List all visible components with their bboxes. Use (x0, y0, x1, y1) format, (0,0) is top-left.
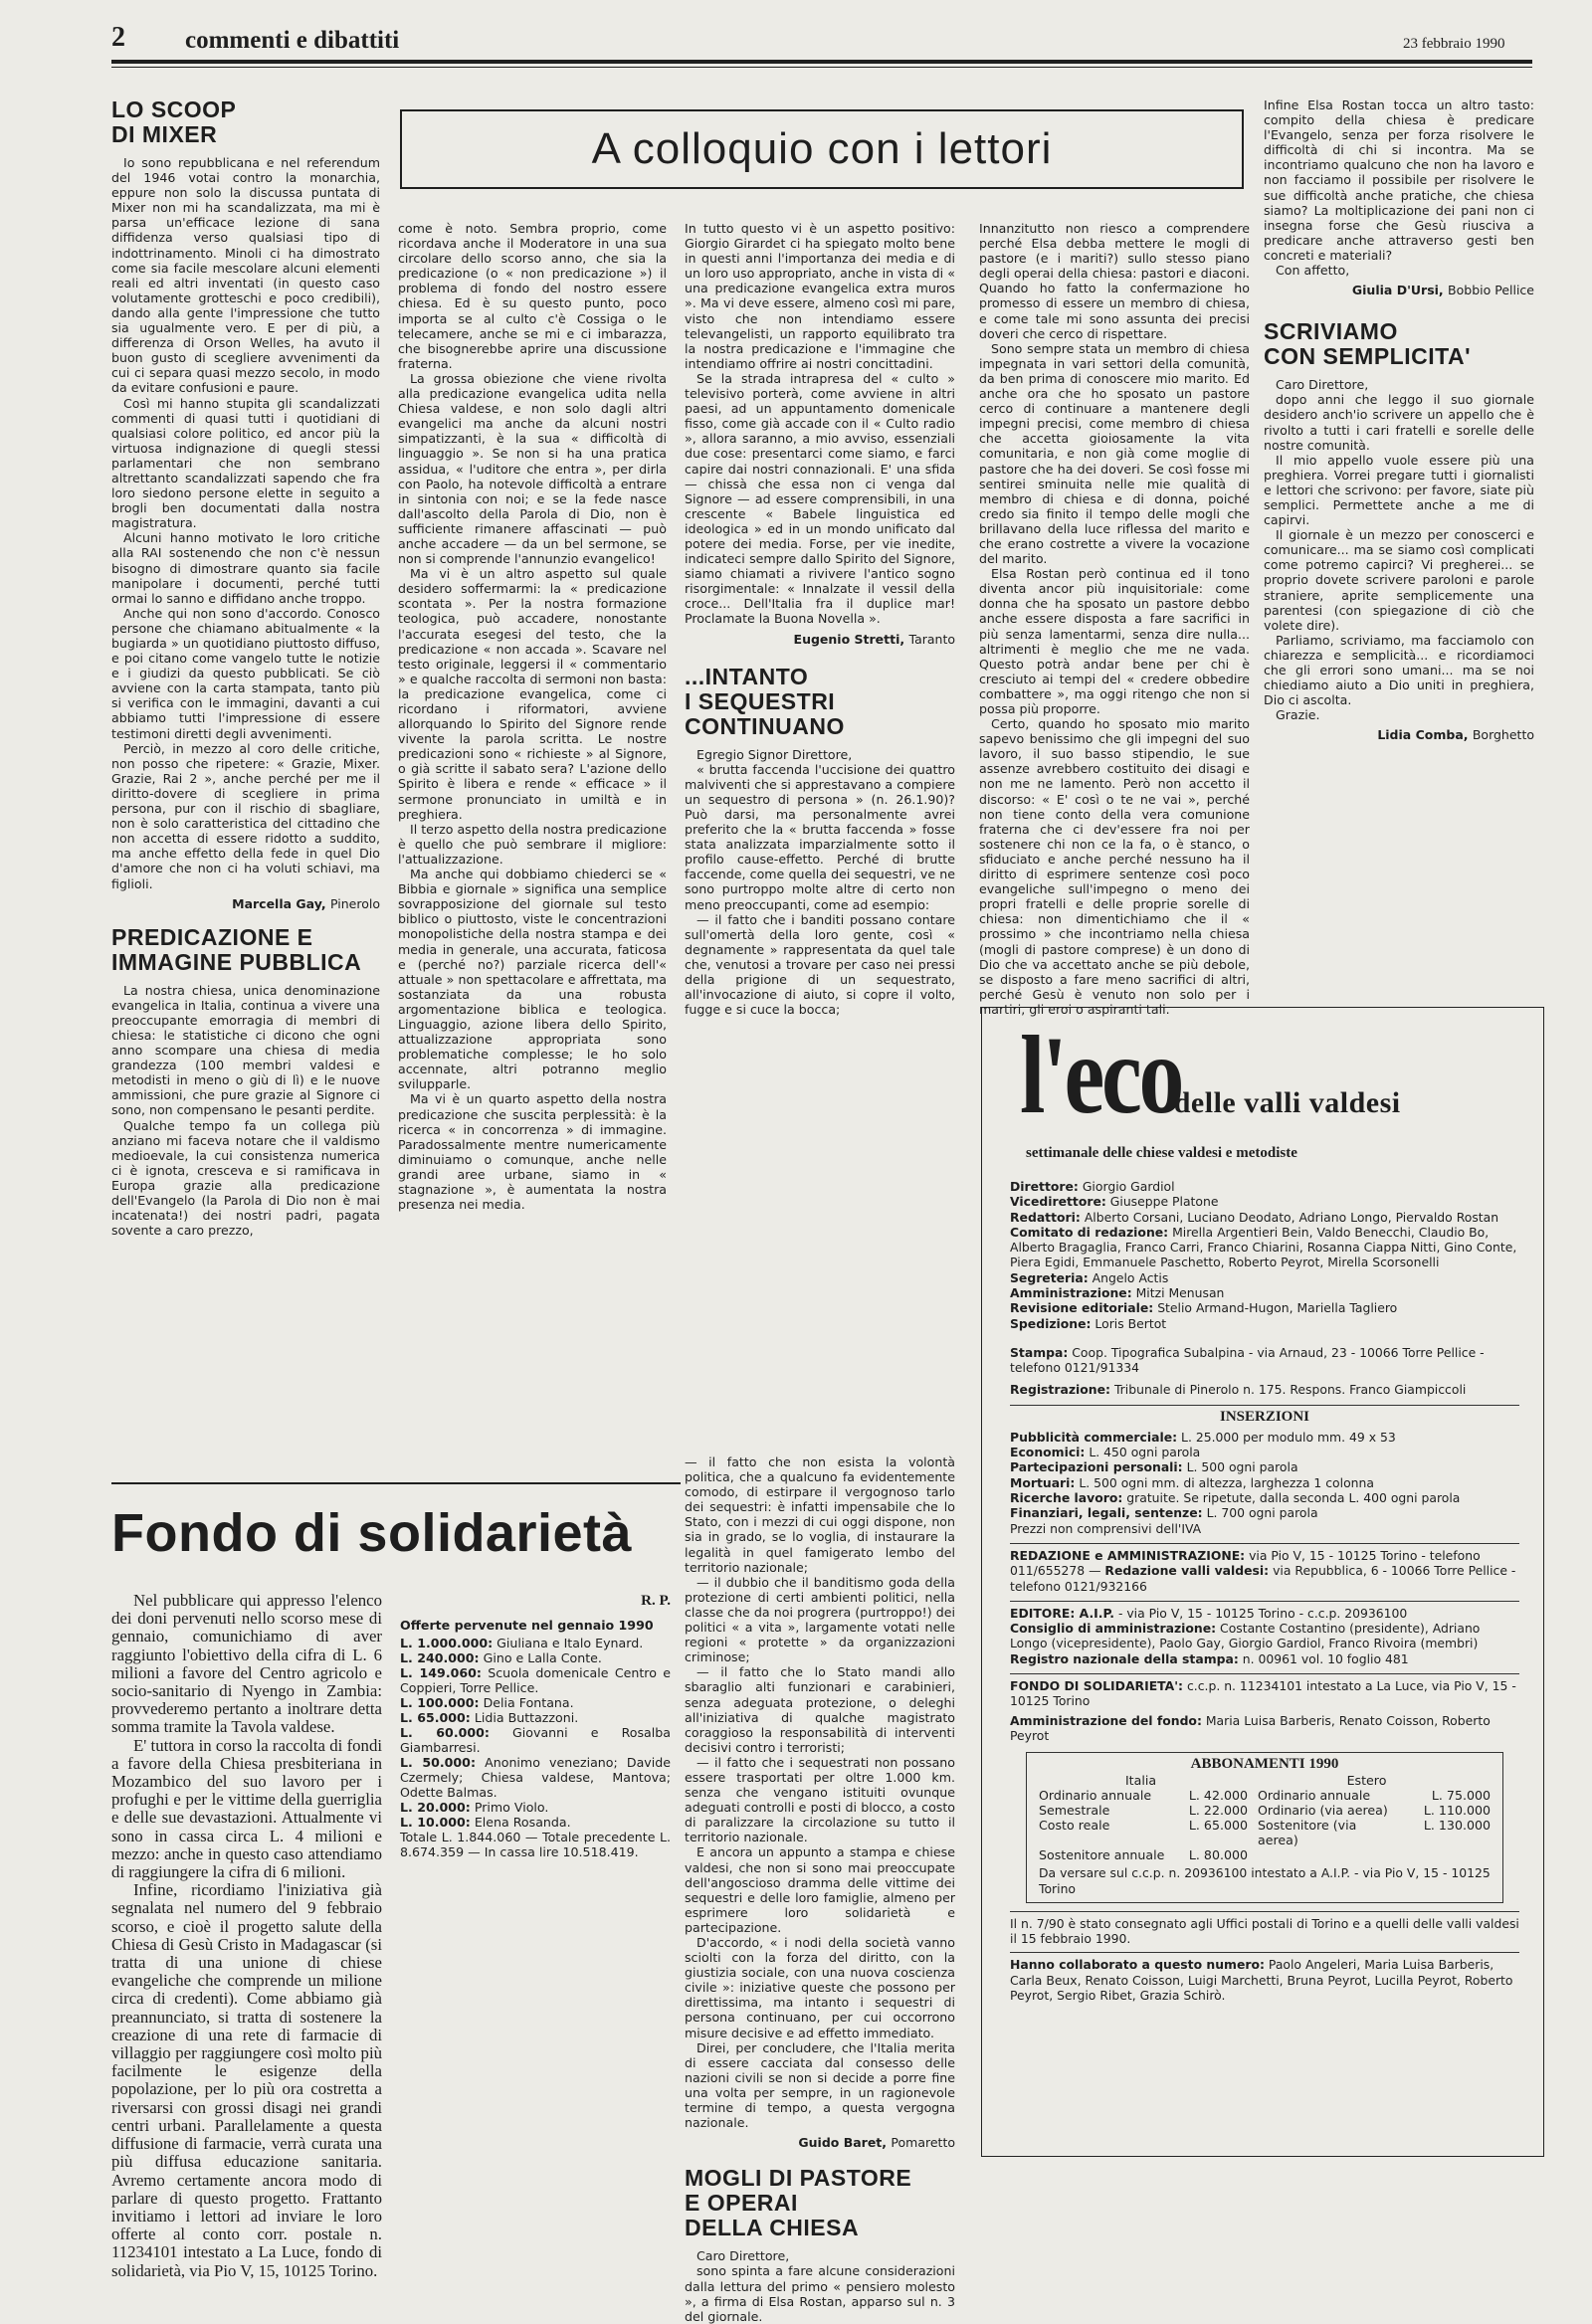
divider (1010, 1405, 1519, 1406)
predicazione-paragraph: Ma vi è un quarto aspetto della nostra predicazione che suscita perplessità: è la ricerca « in concorrenza » di immagine. Paradossalmente mentre numericamente diminuiamo o comunque, anche nelle grandi aree urbane, siamo in « stagnazione », è aumentata la nostra presenza nei media. (398, 1091, 667, 1213)
offerta-row: L. 10.000: Elena Rosanda. (400, 1815, 571, 1831)
masthead-subtitle: settimanale delle chiese valdesi e metodiste (1026, 1145, 1297, 1161)
predicazione-paragraph: Se la strada intrapresa del « culto » televisivo porterà, come avviene in altri paesi, ad un appuntamento domenicale fisso, come già accade con il « Culto radio », allora saranno, a mio avviso, essenziali due cose: presentarci come siamo, e farci capire dai nostri connazionali. E' una sfida — chissà che essa non ci venga dal Signore — ad essere comprensibili, in una crescente « Babele linguistica ed ideologica » ed in un mondo unificato dal potere dei media. Forse, per vie inedite, indicateci sempre dallo Spirito del Signore, siamo chiamati a rivivere l'antico sogno risorgimentale: « Innalzate il vessil della croce... Dell'Italia fra il duplice mar! Proclamate la Buona Novella ». (685, 370, 955, 627)
intanto-paragraph: — il fatto che lo Stato mandi allo sbaraglio alti funzionari e carabinieri, senza adeguata protezione, o deleghi all'iniziativa di qualche magistrato coraggioso la responsabilità di interventi decisivi contro i terroristi; (685, 1664, 955, 1755)
column-3-lower (685, 1454, 955, 2324)
estero-label: Estero (1346, 1773, 1387, 1789)
registrazione-row: Registrazione: Tribunale di Pinerolo n. 175. Respons. Franco Giampiccoli (1010, 1381, 1467, 1397)
mogli-paragraph: Certo, quando ho sposato mio marito sapevo benissimo che gli impegni del suo lavoro, il suo basso stipendio, le sue assenze avrebbero costituito dei disagi e non me ne lamento. Però non accetto il discorso: « E' così o te ne vai », perché non tiene conto della vera comunione fraterna che ci dev'essere fra noi per sostenere chi non ce la fa, o è stanco, o sfiduciato e anche perché nessuno ha il diritto di esprimere sentenze così poco evangeliche sull'impegno o meno dei propri fratelli e delle proprie sorelle di chiesa: non dimentichiamo che il « prossimo » che incontriamo nella chiesa (mogli di pastore comprese) è un dono di Dio che va accettato anche se più debole, se disposto a fare meno sacrifici di altri, perché Gesù è venuto non solo per i martiri, gli eroi o aspiranti tali. (979, 716, 1250, 1017)
fondo-paragraph: Infine, ricordiamo l'iniziativa già segnalata nel numero del 9 febbraio scorso, e cioè il progetto salute della Chiesa di Gesù Cristo in Madagascar (si tratta di una unione di chiese evangeliche che comprende un milione circa di credenti). Come abbiamo già preannunciato, si tratta di sostenere la creazione di una rete di farmacie di villaggio per raggiungere così molto più facilmente le esigenze della popolazione, per lo più ora costretta a riversarsi con grossi disagi nei grandi centri urbani. Parallelamente a questa diffusione di farmacie, verrà curata una più diffusa educazione sanitaria. Avremo certamente ancora modo di parlare di questo progetto. Frattanto invitiamo i lettori ad inviare le loro offerte al conto corr. postale n. 11234101 intestato a La Luce, fondo di solidarietà, via Pio V, 15, 10125 Torino. (111, 1880, 382, 2280)
predicazione-place: Taranto (908, 631, 955, 647)
scriviamo-author: Lidia Comba, (1377, 727, 1469, 743)
inserzione-row: Mortuari: L. 500 ogni mm. di altezza, larghezza 1 colonna (1010, 1474, 1374, 1490)
offerta-row: L. 50.000: Anonimo veneziano; Davide Czermely; Chiesa valdese, Mantova; Odette Balmas. (400, 1755, 671, 1801)
mogli-paragraph: Infine Elsa Rostan tocca un altro tasto: compito della chiesa è predicare l'Evangelo, senza per forza risolvere le difficoltà di chi si incontra. Ma se incontriamo qualcuno che non ha lavoro e non facciamo il possibile per risolvere le sue difficoltà anche pratiche, che chiesa siamo? La moltiplicazione dei pani non ci insegna forse che Gesù riusciva a predicare anche attraverso gesti ben concreti e materiali? (1264, 97, 1534, 263)
scriviamo-paragraph: Il mio appello vuole essere più una preghiera. Vorrei pregare tutti i giornalisti e lettori che scrivono: per favore, siate più semplici. Permettete anche a me di capirvi. (1264, 452, 1534, 528)
intanto-paragraph: D'accordo, « i nodi della società vanno sciolti con la forza del diritto, con la giustizia sociale, con una nuova coscienza civile »: iniziative queste che possono per direttissima, ma intanto i sequestri di persona continuano, per cui occorrono misure decisive e ad effetto immediato. (685, 1935, 955, 2040)
header-rule (111, 60, 1532, 64)
scriviamo-paragraph: Caro Direttore, (1276, 377, 1369, 393)
offerta-row: L. 1.000.000: Giuliana e Italo Eynard. (400, 1636, 644, 1651)
page-number: 2 (111, 22, 125, 53)
intanto-author: Guido Baret, (798, 2135, 888, 2151)
abbonamenti-title: ABBONAMENTI 1990 (1190, 1756, 1339, 1773)
predicazione-signature (685, 632, 955, 647)
fondo-paragraph: Nel pubblicare qui appresso l'elenco dei doni pervenuti nello scorso mese di gennaio, comunichiamo di aver raggiunto l'obiettivo della cifra di L. 6 milioni a favore del Centro agricolo e socio-sanitario di Nyengo in Zambia: provvederemo pertanto a inoltrare detta somma tramite la Tavola valdese. (111, 1591, 382, 1737)
scoop-title (111, 97, 380, 147)
divider (1010, 1543, 1519, 1544)
predicazione-author: Eugenio Stretti, (793, 631, 905, 647)
inserzioni-title: INSERZIONI (1219, 1408, 1310, 1425)
inserzioni-note: Prezzi non comprensivi dell'IVA (1010, 1520, 1202, 1536)
predicazione-paragraph: Ma vi è un altro aspetto sul quale desidero soffermarmi: la « predicazione scontata ». Per la nostra formazione teologica, può accadere, nonostante l'accurata esegesi del testo, che la predicazione « non accada ». Scavare nel testo originale, leggersi il « commentario » e qualche raccolta di sermoni non basta: la predicazione evangelica, come ci ricordano i riformatori, avviene allorquando lo Spirito del Signore rende vivente la parola scritta. Le nostre predicazioni sono « richieste » al Signore, o già scritte il sabato sera? L'azione dello Spirito è libera e rende « efficace » il sermone pronunciato in umiltà e in preghiera. (398, 566, 667, 822)
offerta-row: L. 100.000: Delia Fontana. (400, 1695, 574, 1711)
scriviamo-paragraph: Il giornale è un mezzo per conoscerci e comunicare... ma se siamo così complicati come potremo capirci? Vi pregherei... se proprio dovete scrivere paroloni e parole straniere, aprite semplicemente una parentesi (con spiegazione di ciò che volete dire). (1264, 527, 1534, 633)
intanto-paragraph: — il fatto che non esista la volontà politica, che a qualcuno fa evidentemente comodo, di estirpare il vergognoso tarlo dei sequestri: è infatti impensabile che lo Stato, con i mezzi di cui oggi dispone, non sia in grado, se lo voglia, di instaurare la legalità in quel famigerato lembo del territorio nazionale; (685, 1454, 955, 1575)
intanto-title (685, 665, 955, 739)
divider (1010, 1952, 1519, 1953)
fondo-rule (111, 1482, 681, 1484)
mogli-signature (1264, 283, 1534, 297)
mogli-place: Bobbio Pellice (1448, 283, 1534, 298)
scoop-paragraph: Io sono repubblicana e nel referendum del 1946 votai contro la monarchia, eppure non solo la discussa puntata di Mixer non mi ha scandalizzata, ma mi è parsa un'efficace lezione di sana diffidenza verso qualsiasi tipo di indottrinamento. Minoli ci ha dimostrato come sia facile mescolare alcuni elementi reali ed altri inventati (in questo caso volutamente grotteschi e poco credibili), dando alla gente l'impressione che tutto sia ugualmente vero. E per di più, a differenza di Orson Welles, ha avuto il buon gusto di scegliere avvenimenti da cui ci separa quasi mezzo secolo, in modo da evitare confusioni e paure. (111, 155, 380, 396)
consiglio-row: Consiglio di amministrazione: Costante Costantino (presidente), Adriano Longo (vicepresidente), Paolo Gay, Giorgio Gardiol, Franco Rivoira (membri) (1010, 1621, 1481, 1651)
stampa-row: Stampa: Coop. Tipografica Subalpina - via Arnaud, 23 - 10066 Torre Pellice - telefono 0121/91334 (1010, 1344, 1485, 1376)
scriviamo-title-line-2: CON SEMPLICITA' (1264, 343, 1472, 370)
column-1 (111, 72, 380, 1454)
predicazione-paragraph: come è noto. Sembra proprio, come ricordava anche il Moderatore in una sua circolare dello scorso anno, che sia la predicazione (o « non predicazione ») il problema di fondo del nostro essere chiesa. Ed è su questo punto, poco importa se al culto c'è Cossiga o le telecamere, anche se mi e ci imbarazza, che bisognerebbe aprire una discussione fraterna. (398, 221, 667, 371)
logo-eco: l'eco (1020, 1014, 1182, 1137)
intanto-paragraph: « brutta faccenda l'uccisione dei quattro malviventi che si apprestavano a compiere un sequestro di persona » (n. 26.1.90)? Può darsi, ma personalmente avrei preferito che la « brutta faccenda » fosse stata analizzata imparzialmente sotto il profilo cause-effetto. Perché di brutte faccende, come quella dei sequestri, ve ne sono purtroppo molte altre di certo non meno preoccupanti, come ad esempio: (685, 761, 955, 912)
abbonamenti-table (1039, 1773, 1491, 1862)
divider (1010, 1673, 1519, 1674)
staff-row: Direttore: Giorgio Gardiol (1010, 1179, 1175, 1194)
intanto-paragraph: — il dubbio che il banditismo goda della protezione di certi ambienti politici, nella classe che da noi progrera (purtroppo!) dei politici « a vita », largamente votati nelle regioni « protette » da organizzazioni criminose; (685, 1574, 955, 1665)
mogli-title-line-1: MOGLI DI PASTORE (685, 2165, 912, 2192)
predicazione-paragraph: In tutto questo vi è un aspetto positivo: Giorgio Girardet ci ha spiegato molto bene in questi anni l'importanza dei media e di un loro uso appropriato, anche in vista di « una predicazione evangelica extra muros ». Ma vi deve essere, almeno così mi pare, visto che non intendiamo essere televangelisti, un rapporto equilibrato tra la nostra predicazione e l'immagine che intendiamo offrire ai nostri concittadini. (685, 221, 955, 371)
scriviamo-title-line-1: SCRIVIAMO (1264, 318, 1398, 345)
fondo-signoff: R. P. (641, 1593, 671, 1609)
staff-row: Revisione editoriale: Stelio Armand-Hugon, Mariella Tagliero (1010, 1300, 1398, 1316)
intanto-paragraph: E ancora un appunto a stampa e chiese valdesi, che non si sono mai preoccupate dell'angoscioso dramma delle vittime dei sequestri e delle loro famiglie, almeno per esprimere loro solidarietà e partecipazione. (685, 1844, 955, 1935)
column-3 (685, 221, 955, 1454)
header-rule-thin (111, 67, 1532, 68)
fondo-column-1 (111, 1591, 382, 2280)
intanto-place: Pomaretto (891, 2135, 955, 2151)
column-5 (1264, 97, 1534, 993)
scriviamo-paragraph: Parliamo, scriviamo, ma facciamolo con chiarezza e semplicità... e ricordiamoci che gli errori sono umani... ma se noi chiediamo aiuto a Dio uniti in preghiera, Dio ci ascolta. (1264, 632, 1534, 708)
mogli-author: Giulia D'Ursi, (1351, 283, 1444, 298)
scoop-paragraph: Anche qui non sono d'accordo. Conosco persone che chiamano abitualmente « la bugiarda » un quotidiano piuttosto diffuso, e poi citano come vangelo tutte le notizie e i giudizi da questo pubblicati. Se ciò avviene con la carta stampata, tanto più si verifica con le immagini, davanti a cui abbiamo tutti l'impressione di essere testimoni diretti degli avvenimenti. (111, 605, 380, 741)
intanto-title-line-3: CONTINUANO (685, 712, 845, 739)
mogli-paragraph: Elsa Rostan però continua ed il tono diventa ancor più inquisitoriale: come donna che ha sposato un pastore debbo anche essere disposta a fare sacrifici in più senza lamentarmi, senza dire nulla... altrimenti è meglio che me ne vada. Questo potrà andar bene per chi è cresciuto ai tempi del « credere obbedire combattere », ma oggi ritengo che non si possa più proporre. (979, 566, 1250, 716)
inserzione-row: Pubblicità commerciale: L. 25.000 per modulo mm. 49 x 53 (1010, 1429, 1396, 1445)
fondo-title: Fondo di solidarietà (111, 1503, 633, 1563)
offerta-row: L. 240.000: Gino e Lalla Conte. (400, 1650, 602, 1666)
logo-tail: delle valli valdesi (1173, 1086, 1401, 1119)
staff-row: Segreteria: Angelo Actis (1010, 1269, 1169, 1285)
abbonamento-row: Ordinario annuale L. 42.000 Ordinario annuale L. 75.000 (1039, 1788, 1491, 1804)
offerta-row: L. 60.000: Giovanni e Rosalba Giambarresi. (400, 1725, 671, 1756)
intanto-paragraph: — il fatto che i banditi possano contare sull'omertà della loro gente, così « degnamente » rappresentata da quel tale che, venutosi a trovare per caso nei pressi della prigione di un sequestrato, all'invocazione di aiuto, si copre il volto, fugge e si cuce la bocca; (685, 911, 955, 1018)
abbonamento-row: Semestrale L. 22.000 Ordinario (via aerea) L. 110.000 (1039, 1803, 1491, 1819)
divider (1010, 1601, 1519, 1602)
fondo-row: FONDO DI SOLIDARIETA': c.c.p. n. 11234101 intestato a La Luce, via Pio V, 15 - 10125 Torino (1010, 1678, 1516, 1709)
inserzione-row: Economici: L. 450 ogni parola (1010, 1445, 1201, 1460)
staff-row: Redattori: Alberto Corsani, Luciano Deodato, Adriano Longo, Piervaldo Rostan (1010, 1209, 1499, 1225)
registro-row: Registro nazionale della stampa: n. 00961 vol. 10 foglio 481 (1010, 1650, 1409, 1666)
mogli-paragraph: Con affetto, (1276, 263, 1350, 279)
divider (1010, 1911, 1519, 1912)
versare-note: Da versare sul c.c.p. n. 20936100 intestato a A.I.P. - via Pio V, 15 - 10125 Torino (1039, 1865, 1491, 1896)
mogli-paragraph: sono spinta a fare alcune considerazioni dalla lettura del primo « pensiero molesto », a firma di Elsa Rostan, apparso sul n. 3 del giornale. (685, 2263, 955, 2324)
banner-title: A colloquio con i lettori (591, 124, 1053, 173)
predicazione-paragraph: La grossa obiezione che viene rivolta alla predicazione evangelica udita nella Chiesa valdese, e non solo dagli altri evangelici ma anche da alcuni nostri simpatizzanti, è la sua « difficoltà di linguaggio ». Se non si ha una pratica assidua, « l'uditore che entra », per dirla con Paolo, ha notevole difficoltà a entrare in sintonia con noi; e se la fede nasce dall'ascolto della Parola di Dio, non è sufficiente rimanere affascinati — può anche accadere — da un bel sermone, se non si comprende l'annunzio evangelico! (398, 370, 667, 567)
abbonamenti-header (1039, 1773, 1491, 1788)
mogli-paragraph: Caro Direttore, (696, 2248, 790, 2264)
intanto-paragraph: Egregio Signor Direttore, (696, 746, 853, 762)
column-2 (398, 221, 667, 1454)
abbonamenti-box (1026, 1752, 1503, 1903)
predicazione-title-line-1: PREDICAZIONE E (111, 923, 313, 950)
fondo-paragraph: E' tuttora in corso la raccolta di fondi a favore della Chiesa presbiteriana in Mozambico del suo lavoro per i profughi e per le vittime della guerriglia e delle sue devastazioni. Attualmente vi sono in cassa circa L. 4 milioni e mezzo: anche in questo caso attendiamo di raggiungere la cifra di 6 milioni. (111, 1735, 382, 1882)
amm-fondo-row: Amministrazione del fondo: Maria Luisa Barberis, Renato Coisson, Roberto Peyrot (1010, 1712, 1491, 1743)
intanto-paragraph: Direi, per concludere, che l'Italia merita di essere cacciata dal consesso delle nazioni civili se non si decide a porre fine una volta per sempre, in un ragionevole termine di tempo, a questa vergogna nazionale. (685, 2039, 955, 2131)
offerte-list (400, 1618, 671, 1859)
scoop-signature (111, 896, 380, 911)
consegna-note: Il n. 7/90 è stato consegnato agli Uffici postali di Torino e a quelli delle valli valdesi il 15 febbraio 1990. (1010, 1915, 1519, 1947)
issue-date: 23 febbraio 1990 (1403, 36, 1505, 52)
offerte-title: Offerte pervenute nel gennaio 1990 (400, 1618, 654, 1634)
masthead-logo (1020, 1014, 1401, 1137)
staff-row: Spedizione: Loris Bertot (1010, 1315, 1167, 1331)
scoop-paragraph: Perciò, in mezzo al coro delle critiche, non posso che ripetere: « Grazie, Mixer. Grazie, Rai 2 », anche perché per me il diritto-dovere di scegliere in prima persona, pur con il rischio di sbagliare, non è solo caratteristica del cittadino che non accetta di essere ridotto a suddito, ma anche effetto della fede in quel Dio d'amore che non ci ha voluti schiavi, ma figlioli. (111, 740, 380, 891)
offerta-row: L. 149.060: Scuola domenicale Centro e Coppieri, Torre Pellice. (400, 1665, 671, 1696)
mogli-paragraph: Innanzitutto non riesco a comprendere perché Elsa debba mettere le mogli di pastore (e i mariti?) sullo stesso piano degli operai della chiesa: pastori e diaconi. Quando ho fatto la confermazione ho promesso di essere un membro di chiesa, e come tale mi sono assunta dei precisi doveri che cerco di rispettare. (979, 221, 1250, 341)
section-title: commenti e dibattiti (185, 27, 400, 54)
masthead-info (1010, 1179, 1519, 2003)
staff-row: Vicedirettore: Giuseppe Platone (1010, 1194, 1219, 1210)
scoop-place: Pinerolo (330, 895, 380, 911)
inserzione-row: Partecipazioni personali: L. 500 ogni parola (1010, 1459, 1298, 1475)
banner-box (400, 109, 1244, 189)
scoop-paragraph: Alcuni hanno motivato le loro critiche alla RAI sostenendo che non c'è nessun bisogno di dimostrare quanto sia facile manipolare i documenti, perché tutti ormai lo sanno e diffidano anche troppo. (111, 530, 380, 606)
scriviamo-title (1264, 319, 1534, 369)
predicazione-paragraph: Il terzo aspetto della nostra predicazione è quello che può sembrare il migliore: l'attualizzazione. (398, 821, 667, 867)
scriviamo-signature (1264, 727, 1534, 742)
staff-row: Comitato di redazione: Mirella Argentieri Bein, Valdo Benecchi, Claudio Bo, Alberto Bragaglia, Franco Carri, Franco Chiarini, Rosanna Ciappa Nitti, Gino Conte, Piera Egidi, Emmanuele Paschetto, Roberto Peyrot, Mirella Scorsonelli (1010, 1224, 1517, 1270)
offerte-totale: Totale L. 1.844.060 — Totale precedente L. 8.674.359 — In cassa lire 10.518.419. (400, 1830, 671, 1860)
intanto-title-line-1: ...INTANTO (685, 663, 809, 689)
scriviamo-paragraph: dopo anni che leggo il suo giornale desidero anch'io scrivere un appello che è rivolto a tutti i cari fratelli e sorelle delle nostre comunità. (1264, 392, 1534, 453)
redazione-row: REDAZIONE e AMMINISTRAZIONE: via Pio V, 15 - 10125 Torino - telefono 011/655278 — Redazione valli valdesi: via Repubblica, 6 - 10066 Torre Pellice - telefono 0121/932166 (1010, 1547, 1516, 1594)
predicazione-title (111, 925, 380, 975)
intanto-signature (685, 2135, 955, 2150)
mogli-paragraph: Sono sempre stata un membro di chiesa impegnata in vari settori della comunità, da ben prima di conoscere mio marito. Ed anche ora che ho sposato un pastore cerco di continuare a mantenere degli impegni precisi, come membro di chiesa che accetta gioiosamente la vita comunitaria, e non già come moglie di pastore che ha dei doveri. Se così fosse mi sentirei sminuita nelle mie qualità di membro di chiesa e di donna, poiché credo sia finito il tempo delle mogli che brillavano della luce riflessa del marito e che erano costrette a vivere la vocazione del marito. (979, 340, 1250, 567)
scoop-title-line-1: LO SCOOP (111, 97, 237, 122)
inserzione-row: Finanziari, legali, sentenze: L. 700 ogni parola (1010, 1505, 1318, 1521)
inserzione-row: Ricerche lavoro: gratuite. Se ripetute, dalla seconda L. 400 ogni parola (1010, 1490, 1461, 1506)
collaborato-row: Hanno collaborato a questo numero: Paolo Angeleri, Maria Luisa Barberis, Carla Beux, Renato Coisson, Luigi Marchetti, Bruna Peyrot, Lucilla Peyrot, Roberto Peyrot, Sergio Ribet, Grazia Schirò. (1010, 1957, 1513, 2003)
mogli-title-line-2: E OPERAI (685, 2190, 798, 2217)
predicazione-paragraph: Qualche tempo fa un collega più anziano mi faceva notare che il valdismo medioevale, la cui consistenza numerica ci è ignota, cresceva e si ramificava in Europa grazie alla predicazione dell'Evangelo (la Parola di Dio non è mai incatenata!) dei nostri padri, pagata sovente a caro prezzo, (111, 1117, 380, 1239)
fondo-column-2 (400, 1592, 671, 2179)
editore-row: EDITORE: A.I.P. - via Pio V, 15 - 10125 Torino - c.c.p. 20936100 (1010, 1605, 1408, 1621)
staff-row: Amministrazione: Mitzi Menusan (1010, 1285, 1225, 1301)
predicazione-title-line-2: IMMAGINE PUBBLICA (111, 948, 362, 975)
abbonamento-row: Sostenitore annuale L. 80.000 (1039, 1847, 1248, 1863)
scoop-author: Marcella Gay, (232, 895, 326, 911)
italia-label: Italia (1124, 1773, 1157, 1789)
abbonamento-row: Costo reale L. 65.000 Sostenitore (via aerea) L. 130.000 (1039, 1818, 1491, 1848)
scoop-title-line-2: DI MIXER (111, 121, 218, 147)
predicazione-paragraph: Ma anche qui dobbiamo chiederci se « Bibbia e giornale » significa una semplice sovrapposizione del giornale sul testo biblico o piuttosto, viste le concentrazioni monopolistiche della nostra stampa e dei media in generale, una accurata, faticosa e (perché no?) parziale ricerca dell'« attuale » non spettacolare e affrettata, ma sostanziata da una robusta argomentazione biblica e teologica. Linguaggio, azione libera dello Spirito, attualizzazione appropriata sono problematiche complesse; le ho solo accennate, altri potranno meglio svilupparle. (398, 867, 667, 1092)
scoop-paragraph: Così mi hanno stupita gli scandalizzati commenti di quasi tutti i quotidiani di qualsiasi colore politico, ed ancor più la virtuosa indignazione di quegli stessi parlamentari che non sembrano altrettanto scandalizzati sapendo che fra loro siedono persone elette in seguito a brogli ben documentati dalla nostra magistratura. (111, 395, 380, 531)
column-4 (979, 221, 1250, 1017)
intanto-title-line-2: I SEQUESTRI (685, 687, 836, 714)
offerta-row: L. 20.000: Primo Violo. (400, 1800, 549, 1816)
intanto-paragraph: — il fatto che i sequestrati non possano essere trasportati per oltre 1.000 km. senza che vengano istituiti ovunque adeguati controlli e posti di blocco, a costo di paralizzare la circolazione su tutto il territorio nazionale. (685, 1754, 955, 1845)
scriviamo-paragraph: Grazie. (1276, 707, 1320, 723)
mogli-title (685, 2166, 955, 2240)
masthead-box (981, 1007, 1544, 2157)
scriviamo-place: Borghetto (1472, 727, 1534, 743)
predicazione-paragraph: La nostra chiesa, unica denominazione evangelica in Italia, continua a vivere una preoccupante emorragia di membri di chiesa: le statistiche ci dicono che ogni anno scompare una chiesa di media grandezza (100 membri valdesi e metodisti in meno o giù di lì) e le nuove ammissioni, che pure grazie al Signore ci sono, non compensano le pesanti perdite. (111, 982, 380, 1118)
offerta-row: L. 65.000: Lidia Buttazzoni. (400, 1710, 579, 1726)
mogli-title-line-3: DELLA CHIESA (685, 2215, 860, 2241)
